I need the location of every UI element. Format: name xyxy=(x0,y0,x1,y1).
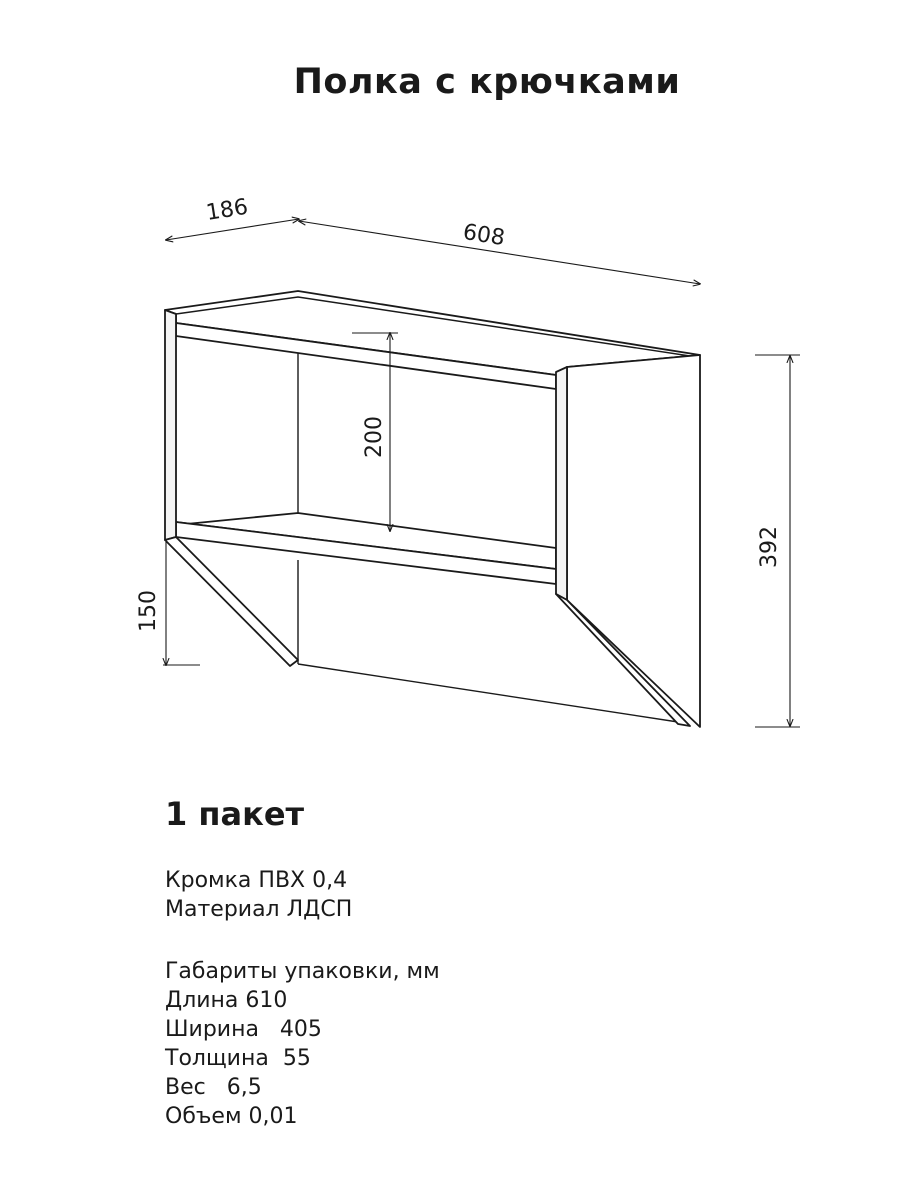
edge-spec: Кромка ПВХ 0,4 xyxy=(165,868,348,893)
packaging-length: Длина 610 xyxy=(165,988,288,1013)
page-title: Полка с крючками xyxy=(293,62,681,102)
packaging-thickness: Толщина 55 xyxy=(165,1046,311,1071)
packaging-width: Ширина 405 xyxy=(165,1017,322,1042)
left-bracket xyxy=(165,537,298,666)
width-label: 608 xyxy=(461,219,507,252)
packaging-heading: Габариты упаковки, мм xyxy=(165,959,440,984)
packaging-weight: Вес 6,5 xyxy=(165,1075,262,1100)
total-height-label: 392 xyxy=(757,526,782,568)
depth-label: 186 xyxy=(204,194,250,226)
bracket-height-label: 150 xyxy=(136,590,161,632)
material-spec: Материал ЛДСП xyxy=(165,897,353,922)
total-height-dimension xyxy=(755,355,800,727)
bottom-shelf xyxy=(176,513,556,584)
depth-dimension xyxy=(166,195,299,240)
packaging-specs xyxy=(165,957,440,1131)
width-dimension xyxy=(299,220,700,284)
inner-height-label: 200 xyxy=(362,416,387,458)
left-side-panel xyxy=(165,310,176,540)
packaging-volume: Объем 0,01 xyxy=(165,1104,298,1129)
package-count: 1 пакет xyxy=(165,795,305,833)
